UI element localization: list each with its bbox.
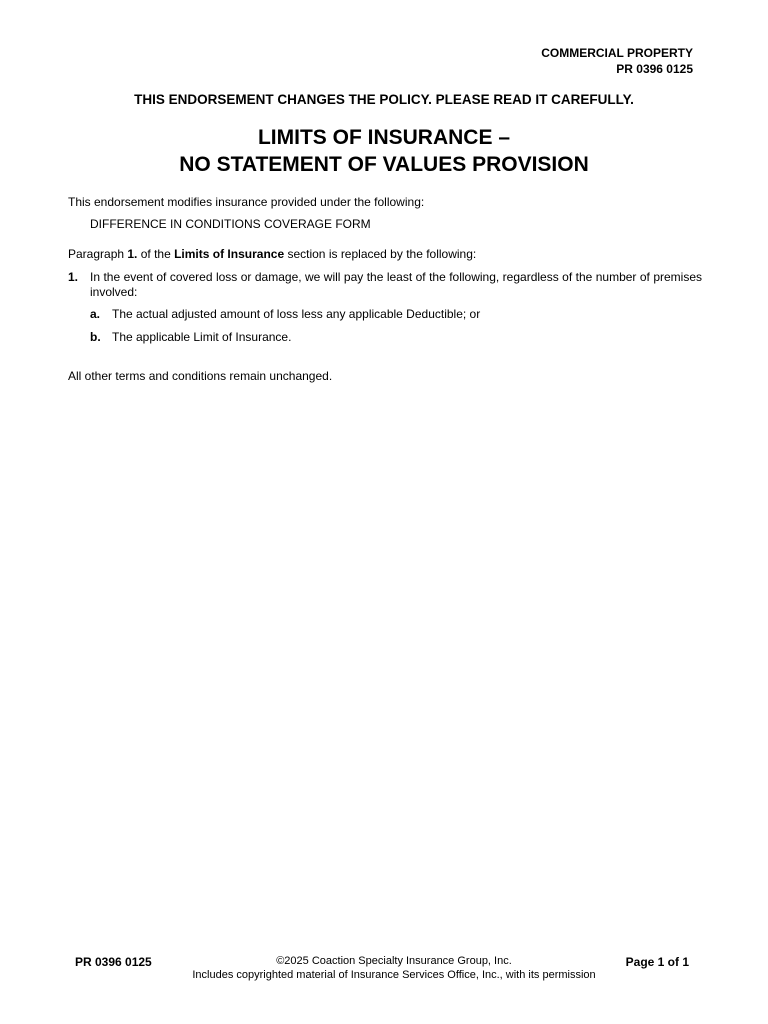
para-suffix: section is replaced by the following: (284, 247, 477, 261)
title-line-2: NO STATEMENT OF VALUES PROVISION (179, 153, 589, 176)
replacement-paragraph (68, 247, 702, 262)
item-text: In the event of covered loss or damage, we will pay the least of the following, regardless of the number of premises involved: (90, 270, 702, 299)
subitem-label: b. (90, 330, 101, 344)
para-prefix: Paragraph (68, 247, 128, 261)
form-header (541, 45, 693, 77)
endorsement-notice: THIS ENDORSEMENT CHANGES THE POLICY. PLEASE READ IT CAREFULLY. (134, 92, 634, 107)
para-number: 1. (127, 247, 138, 261)
subitem-text: The actual adjusted amount of loss less any applicable Deductible; or (112, 307, 481, 321)
closing-statement: All other terms and conditions remain unchanged. (68, 369, 333, 383)
title-line-1: LIMITS OF INSURANCE – (257, 126, 510, 149)
subitem-label: a. (90, 307, 101, 321)
para-mid: of the (137, 247, 175, 261)
intro-text: This endorsement modifies insurance provided under the following: (68, 195, 425, 209)
subitem-a (90, 307, 700, 322)
para-section: Limits of Insurance (174, 247, 285, 261)
footer-form-number: PR 0396 0125 (75, 955, 152, 969)
subitem-b (90, 330, 700, 345)
coverage-form-name: DIFFERENCE IN CONDITIONS COVERAGE FORM (90, 217, 371, 231)
subitem-text: The applicable Limit of Insurance. (112, 330, 292, 344)
copyright-line: ©2025 Coaction Specialty Insurance Group, Inc. (276, 955, 512, 967)
form-number-header: PR 0396 0125 (616, 62, 693, 76)
provision-item-1 (68, 270, 702, 344)
document-title (0, 124, 768, 178)
permission-line: Includes copyrighted material of Insurance Services Office, Inc., with its permission (192, 969, 596, 981)
item-number: 1. (68, 270, 79, 284)
page-number: Page 1 of 1 (625, 955, 689, 969)
line-of-business: COMMERCIAL PROPERTY (541, 46, 693, 60)
